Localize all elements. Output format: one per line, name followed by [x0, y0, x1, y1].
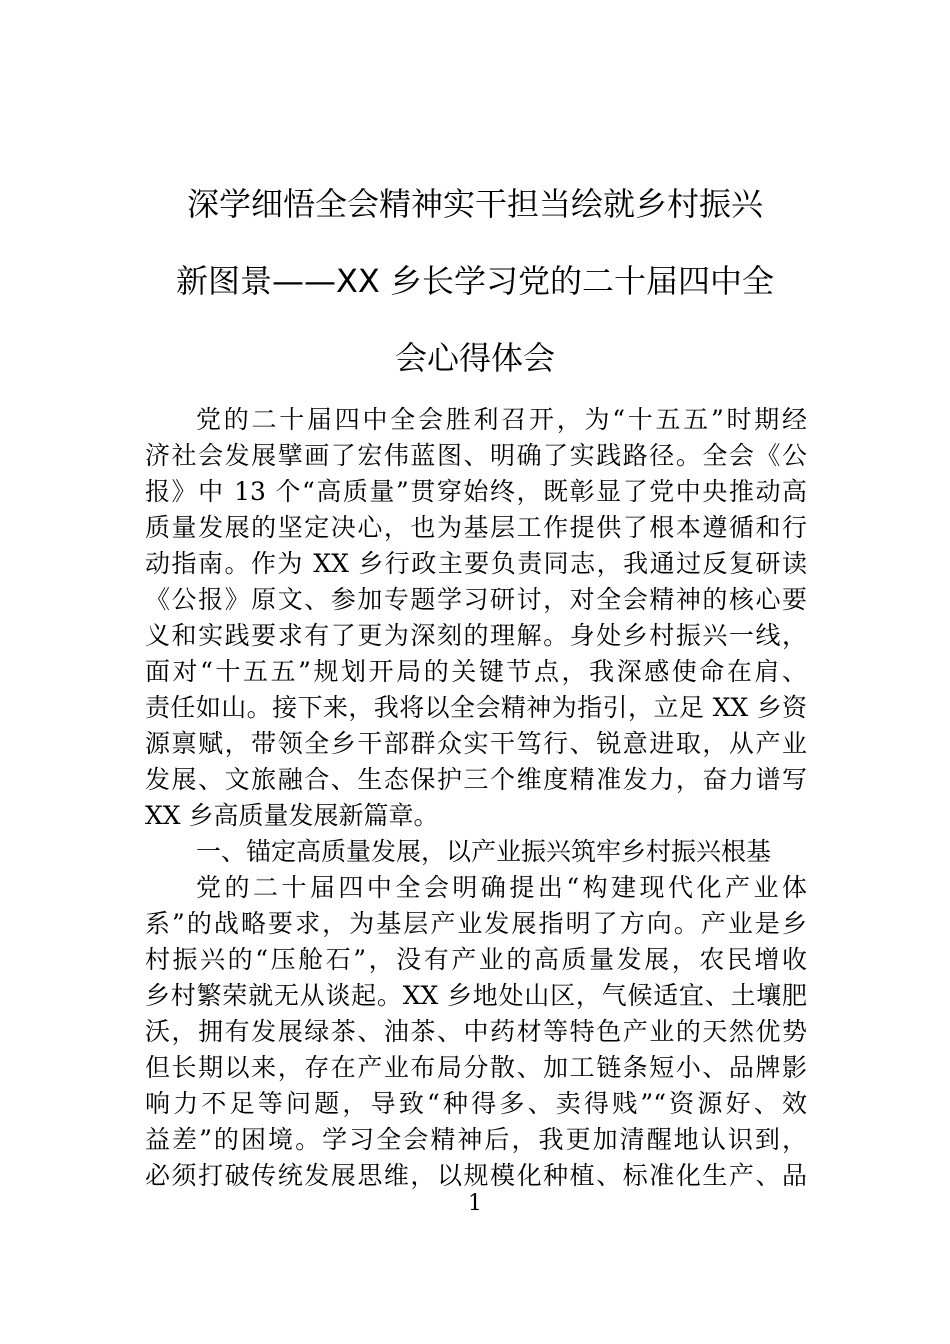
paragraph-intro	[145, 402, 807, 834]
document-body	[145, 402, 807, 1194]
text-line: 系”的战略要求，为基层产业发展指明了方向。产业是乡	[145, 909, 807, 938]
text-line: 责任如山。接下来，我将以全会精神为指引，立足 XX 乡资	[145, 693, 807, 722]
text-line: XX 乡高质量发展新篇章。	[145, 801, 439, 830]
title-line: 会心得体会	[394, 339, 555, 377]
text-line: 党的二十届四中全会明确提出“构建现代化产业体	[196, 873, 807, 902]
text-line: 源禀赋，带领全乡干部群众实干笃行、锐意进取，从产业	[145, 729, 807, 758]
text-line: 报》中 13 个“高质量”贯穿始终，既彰显了党中央推动高	[145, 477, 807, 506]
section-heading-text: 一、锚定高质量发展，以产业振兴筑牢乡村振兴根基	[196, 837, 772, 866]
section-heading	[145, 834, 807, 870]
text-line: 党的二十届四中全会胜利召开，为“十五五”时期经	[196, 405, 807, 434]
page-number: 1	[468, 1191, 482, 1216]
text-line: 义和实践要求有了更为深刻的理解。身处乡村振兴一线，	[145, 621, 807, 650]
text-line: 但长期以来，存在产业布局分散、加工链条短小、品牌影	[145, 1053, 807, 1082]
text-line: 必须打破传统发展思维，以规模化种植、标准化生产、品	[145, 1161, 807, 1190]
text-line: 发展、文旅融合、生态保护三个维度精准发力，奋力谱写	[145, 765, 807, 794]
text-line: 面对“十五五”规划开局的关键节点，我深感使命在肩、	[145, 657, 807, 686]
paragraph-section-one	[145, 870, 807, 1194]
text-line: 响力不足等问题，导致“种得多、卖得贱”“资源好、效	[145, 1089, 807, 1118]
text-line: 乡村繁荣就无从谈起。XX 乡地处山区，气候适宜、土壤肥	[145, 981, 807, 1010]
text-line: 村振兴的“压舱石”，没有产业的高质量发展，农民增收	[145, 945, 807, 974]
text-line: 沃，拥有发展绿茶、油茶、中药材等特色产业的天然优势	[145, 1017, 807, 1046]
text-line: 《公报》原文、参加专题学习研讨，对全会精神的核心要	[145, 585, 807, 614]
title-line: 深学细悟全会精神实干担当绘就乡村振兴	[186, 185, 763, 223]
text-line: 益差”的困境。学习全会精神后，我更加清醒地认识到，	[145, 1125, 807, 1154]
text-line: 济社会发展擘画了宏伟蓝图、明确了实践路径。全会《公	[145, 441, 807, 470]
text-line: 动指南。作为 XX 乡行政主要负责同志，我通过反复研读	[145, 549, 807, 578]
text-line: 质量发展的坚定决心，也为基层工作提供了根本遵循和行	[145, 513, 807, 542]
title-line: 新图景——XX 乡长学习党的二十届四中全	[175, 262, 775, 300]
document-title	[140, 166, 810, 397]
